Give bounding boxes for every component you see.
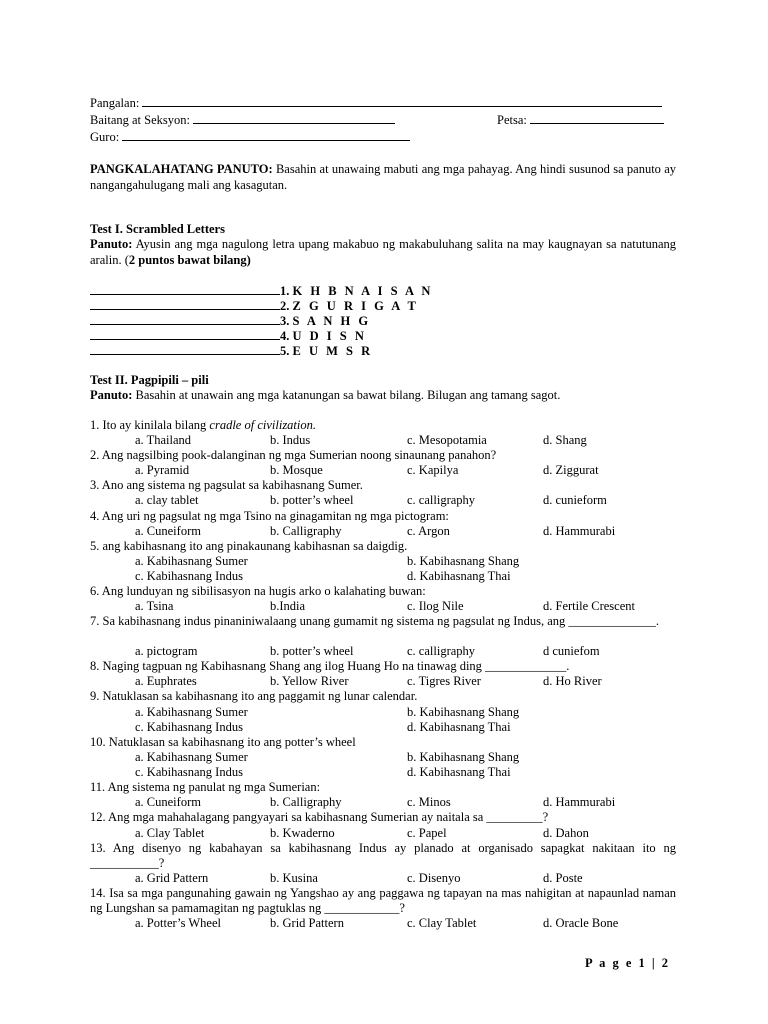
teacher-row — [90, 129, 410, 145]
test1-title: Test I. Scrambled Letters — [90, 222, 225, 236]
test2-directions-text: Basahin at unawain ang mga katanungan sa bawat bilang. Bilugan ang tamang sagot. — [132, 388, 561, 402]
name-label: Pangalan: — [90, 96, 140, 110]
test1-points: 2 puntos bawat bilang) — [128, 253, 251, 267]
choice-b[interactable]: b. Calligraphy — [270, 524, 342, 538]
answer-blank[interactable] — [90, 343, 280, 355]
scrambled-word: E U M S R — [292, 344, 373, 358]
choice-d[interactable]: d. Ziggurat — [543, 463, 599, 477]
choice-c[interactable]: c. Disenyo — [407, 871, 461, 885]
choice-d[interactable]: d. Kabihasnang Thai — [407, 569, 511, 583]
choice-b[interactable]: b. Mosque — [270, 463, 323, 477]
page-number: P a g e 1 | 2 — [585, 956, 670, 970]
choice-b[interactable]: b.India — [270, 599, 306, 613]
question-3: 3. Ano ang sistema ng pagsulat sa kabihasnang Sumer. — [90, 478, 363, 492]
choice-a[interactable]: a. Euphrates — [135, 674, 197, 688]
choice-b[interactable]: b. potter’s wheel — [270, 644, 354, 658]
answer-blank[interactable] — [90, 313, 280, 325]
choice-c[interactable]: c. Papel — [407, 826, 447, 840]
choice-c[interactable]: c. Argon — [407, 524, 450, 538]
choice-d[interactable]: d. Hammurabi — [543, 795, 616, 809]
choice-d[interactable]: d. Fertile Crescent — [543, 599, 635, 613]
choice-d[interactable]: d cuniefom — [543, 644, 600, 658]
question-11: 11. Ang sistema ng panulat ng mga Sumerian: — [90, 780, 321, 794]
question-2: 2. Ang nagsilbing pook-dalanginan ng mga Sumerian noong sinaunang panahon? — [90, 448, 497, 462]
item-number: 1. — [280, 284, 290, 298]
choice-b[interactable]: b. Kusina — [270, 871, 318, 885]
choice-a[interactable]: a. Kabihasnang Sumer — [135, 750, 248, 764]
scrambled-word: Z G U R I G A T — [292, 299, 419, 313]
choice-d[interactable]: d. Ho River — [543, 674, 602, 688]
scrambled-word: S A N H G — [292, 314, 371, 328]
answer-blank[interactable] — [90, 328, 280, 340]
date-blank[interactable] — [530, 112, 664, 124]
question-5: 5. ang kabihasnang ito ang pinakaunang kabihasnan sa daigdig. — [90, 539, 408, 553]
choice-b[interactable]: b. Kabihasnang Shang — [407, 705, 520, 719]
item-number: 4. — [280, 329, 290, 343]
test2-title: Test II. Pagpipili – pili — [90, 373, 209, 387]
scrambled-item — [90, 298, 418, 314]
choice-d[interactable]: d. Oracle Bone — [543, 916, 619, 930]
choice-a[interactable]: a. Potter’s Wheel — [135, 916, 221, 930]
choice-d[interactable]: d. Poste — [543, 871, 583, 885]
test1-directions-text: Ayusin ang mga nagulong letra upang makabuo ng makabuluhang salita na may kaugnayan sa natutunang aralin. ( — [90, 237, 676, 267]
choice-b[interactable]: b. Kwaderno — [270, 826, 335, 840]
teacher-label: Guro: — [90, 130, 120, 144]
question-6: 6. Ang lunduyan ng sibilisasyon na hugis arko o kalahating buwan: — [90, 584, 426, 598]
test2-directions-label: Panuto: — [90, 388, 133, 402]
question-1 — [90, 418, 676, 433]
general-text: Basahin at unawaing mabuti ang mga pahayag. Ang hindi susunod sa panuto ay nangangahulugang mali ang kasagutan. — [90, 162, 677, 192]
choice-b[interactable]: b. potter’s wheel — [270, 493, 354, 507]
choice-a[interactable]: a. Thailand — [135, 433, 191, 447]
choice-a[interactable]: a. Cuneiform — [135, 524, 201, 538]
choice-c[interactable]: c. Kapilya — [407, 463, 459, 477]
date-label: Petsa: — [497, 113, 527, 127]
section-blank[interactable] — [193, 112, 395, 124]
choice-c[interactable]: c. Ilog Nile — [407, 599, 464, 613]
answer-blank[interactable] — [90, 283, 280, 295]
general-instructions — [90, 161, 676, 193]
general-label: PANGKALAHATANG PANUTO: — [90, 162, 273, 176]
scrambled-item — [90, 313, 371, 329]
choice-a[interactable]: a. Kabihasnang Sumer — [135, 705, 248, 719]
question-13: 13. Ang disenyo ng kabahayan sa kabihasnang Indus ay planado at organisado sapagkat nakitaan ito ng ___________? — [90, 841, 676, 870]
choice-b[interactable]: b. Indus — [270, 433, 311, 447]
date-row — [497, 112, 664, 128]
item-number: 2. — [280, 299, 290, 313]
item-number: 3. — [280, 314, 290, 328]
teacher-blank[interactable] — [122, 129, 410, 141]
name-blank[interactable] — [142, 95, 662, 107]
choice-b[interactable]: b. Grid Pattern — [270, 916, 344, 930]
choice-b[interactable]: b. Yellow River — [270, 674, 349, 688]
test1-directions — [90, 236, 676, 268]
scrambled-item — [90, 283, 433, 299]
question-12: 12. Ang mga mahahalagang pangyayari sa kabihasnang Sumerian ay naitala sa _________? — [90, 810, 549, 824]
choice-b[interactable]: b. Calligraphy — [270, 795, 342, 809]
choice-a[interactable]: a. Clay Tablet — [135, 826, 205, 840]
choice-a[interactable]: a. Cuneiform — [135, 795, 201, 809]
scrambled-item — [90, 343, 373, 359]
choice-c[interactable]: c. Kabihasnang Indus — [135, 720, 243, 734]
choice-c[interactable]: c. Mesopotamia — [407, 433, 487, 447]
question-8: 8. Naging tagpuan ng Kabihasnang Shang ang ilog Huang Ho na tinawag ding _____________. — [90, 659, 570, 673]
choice-c[interactable]: c. Clay Tablet — [407, 916, 477, 930]
choice-c[interactable]: c. Tigres River — [407, 674, 481, 688]
choice-d[interactable]: d. Kabihasnang Thai — [407, 720, 511, 734]
choice-c[interactable]: c. calligraphy — [407, 644, 476, 658]
choice-a[interactable]: a. Tsina — [135, 599, 174, 613]
question-9: 9. Natuklasan sa kabihasnang ito ang paggamit ng lunar calendar. — [90, 689, 418, 703]
choice-c[interactable]: c. Kabihasnang Indus — [135, 765, 243, 779]
section-row — [90, 112, 395, 128]
choice-a[interactable]: a. Grid Pattern — [135, 871, 209, 885]
choice-d[interactable]: d. Hammurabi — [543, 524, 616, 538]
choice-b[interactable]: b. Kabihasnang Shang — [407, 750, 520, 764]
test2-directions — [90, 387, 676, 403]
question-7: 7. Sa kabihasnang indus pinaniniwalaang unang gumamit ng sistema ng pagsulat ng Indus, ang ______________. — [90, 614, 660, 628]
choice-a[interactable]: a. Kabihasnang Sumer — [135, 554, 248, 568]
choice-a[interactable]: a. clay tablet — [135, 493, 199, 507]
scrambled-word: U D I S N — [292, 329, 367, 343]
question-14: 14. Isa sa mga pangunahing gawain ng Yangshao ay ang paggawa ng tapayan na mas nahigitan at napaunlad naman ng Lungshan sa pamamagitan ng pagtuklas ng ____________? — [90, 886, 676, 915]
name-row — [90, 95, 662, 111]
choice-c[interactable]: c. calligraphy — [407, 493, 476, 507]
answer-blank[interactable] — [90, 298, 280, 310]
scrambled-word: K H B N A I S A N — [292, 284, 433, 298]
choice-d[interactable]: d. Dahon — [543, 826, 589, 840]
choice-a[interactable]: a. Pyramid — [135, 463, 190, 477]
choice-d[interactable]: d. Kabihasnang Thai — [407, 765, 511, 779]
choice-a[interactable]: a. pictogram — [135, 644, 198, 658]
choice-c[interactable]: c. Kabihasnang Indus — [135, 569, 243, 583]
item-number: 5. — [280, 344, 290, 358]
question-10: 10. Natuklasan sa kabihasnang ito ang potter’s wheel — [90, 735, 356, 749]
question-text: 1. Ito ay kinilala bilang — [90, 418, 210, 432]
question-emphasis: cradle of civilization. — [209, 418, 317, 432]
choice-d[interactable]: d. Shang — [543, 433, 587, 447]
choice-c[interactable]: c. Minos — [407, 795, 451, 809]
choice-b[interactable]: b. Kabihasnang Shang — [407, 554, 520, 568]
scrambled-item — [90, 328, 366, 344]
section-label: Baitang at Seksyon: — [90, 113, 190, 127]
question-4: 4. Ang uri ng pagsulat ng mga Tsino na ginagamitan ng mga pictogram: — [90, 509, 449, 523]
choice-d[interactable]: d. cunieform — [543, 493, 607, 507]
test1-directions-label: Panuto: — [90, 237, 133, 251]
